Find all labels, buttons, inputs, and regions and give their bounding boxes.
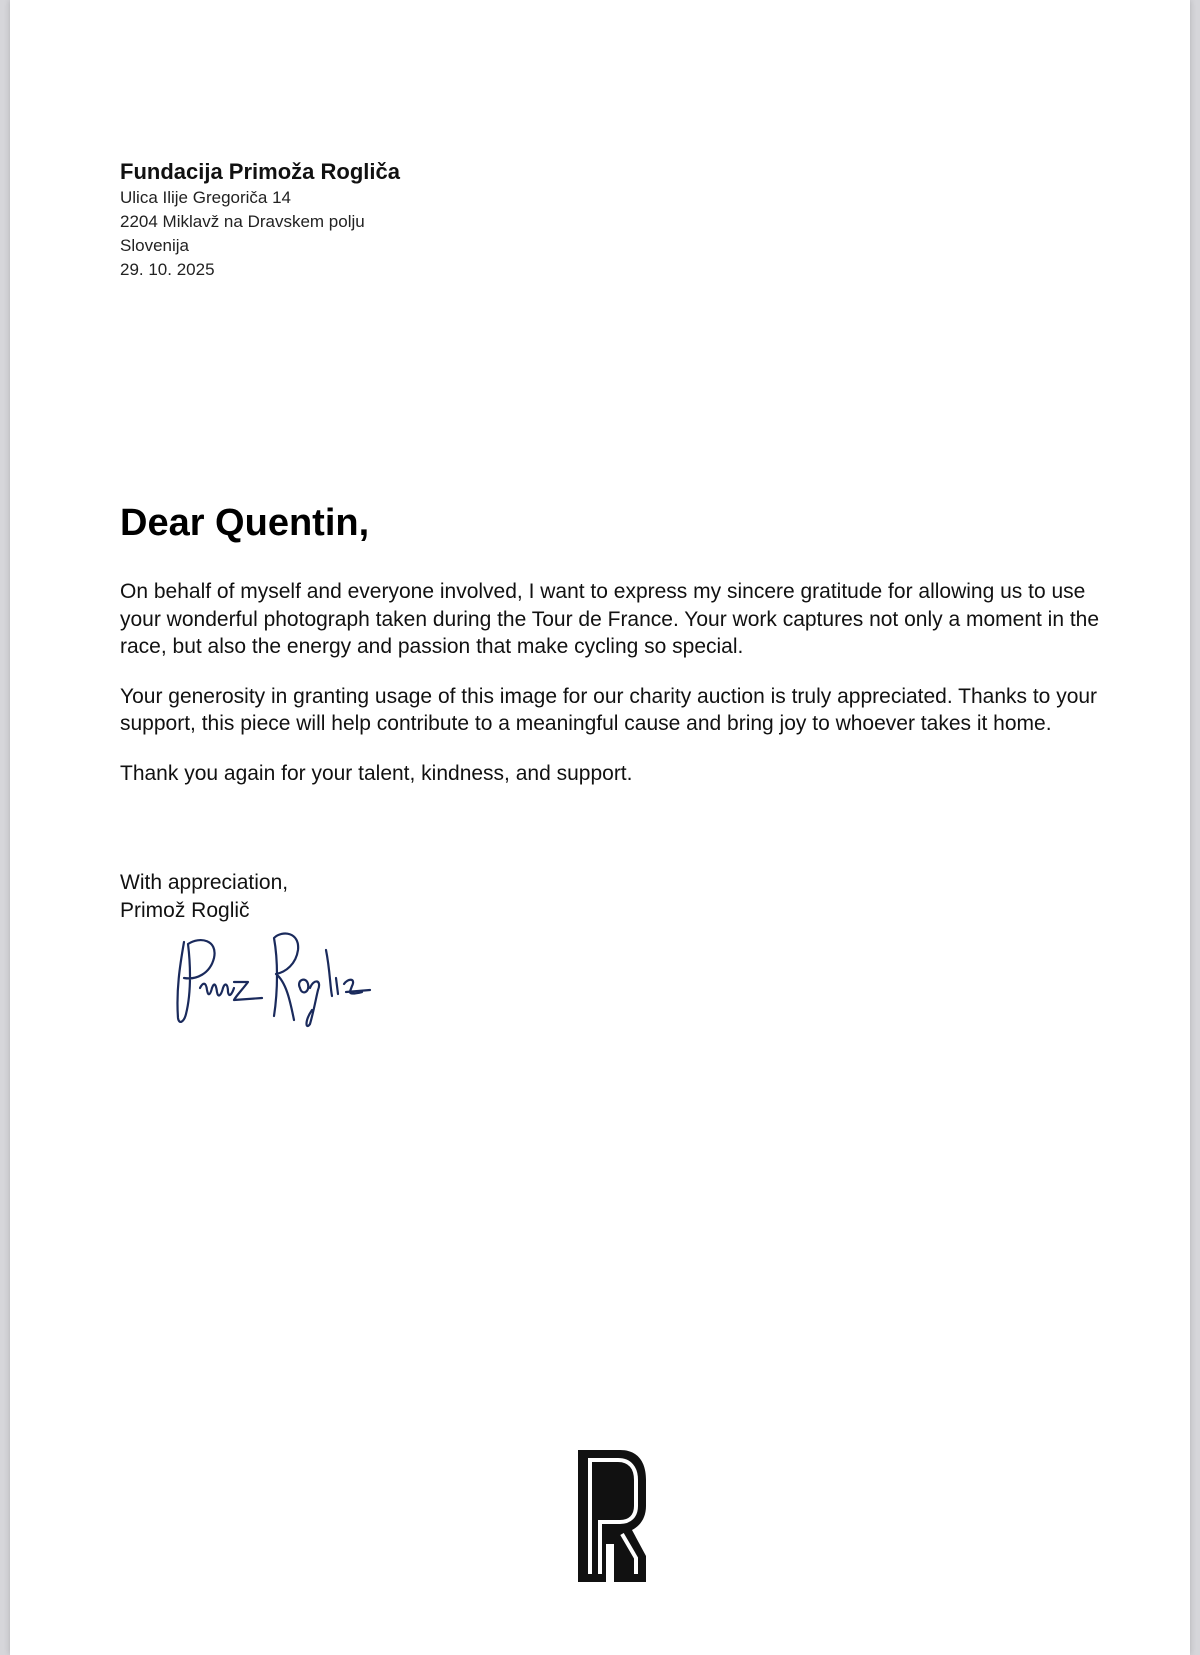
body-paragraph: Thank you again for your talent, kindness, and support.: [120, 761, 633, 785]
foundation-logo: [576, 1448, 648, 1584]
sender-street: Ulica Ilije Gregoriča 14: [120, 188, 292, 207]
letter-body: [120, 578, 1120, 809]
sender-name: Fundacija Primoža Rogliča: [120, 159, 400, 184]
handwritten-signature: [170, 930, 380, 1030]
closing-phrase: With appreciation,: [120, 871, 289, 894]
body-paragraph: On behalf of myself and everyone involved, I want to express my sincere gratitude for allowing us to use your wonderful photograph taken during the Tour de France. Your work captures not only a moment in the race, but also the energy and passion that make cycling so special.: [120, 580, 1100, 658]
sender-country: Slovenija: [120, 236, 189, 255]
sender-city: 2204 Miklavž na Dravskem polju: [120, 212, 365, 231]
sender-block: [120, 158, 400, 282]
letter-date: 29. 10. 2025: [120, 260, 215, 279]
salutation: Dear Quentin,: [120, 502, 370, 544]
body-paragraph: Your generosity in granting usage of this image for our charity auction is truly appreciated. Thanks to your support, this piece will help contribute to a meaningful cause and bring joy to whoever takes it home.: [120, 684, 1098, 735]
signer-name: Primož Roglič: [120, 898, 250, 922]
letter-page: [10, 0, 1190, 1655]
closing-block: [120, 869, 288, 924]
